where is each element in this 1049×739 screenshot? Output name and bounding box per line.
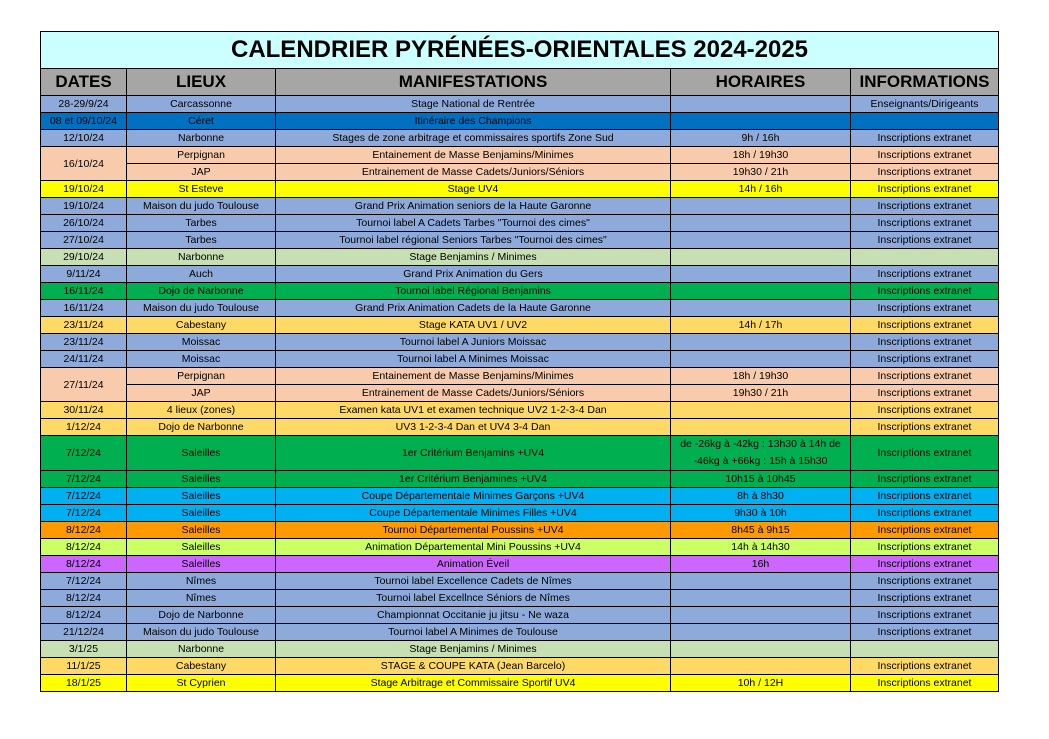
- manifestation-cell: Tournoi label A Minimes Moissac: [276, 351, 671, 368]
- table-row: [41, 505, 999, 522]
- info-cell: Inscriptions extranet: [851, 488, 999, 505]
- horaire-cell: [671, 334, 851, 351]
- info-cell: Inscriptions extranet: [851, 436, 999, 471]
- table-row: [41, 147, 999, 164]
- horaire-cell: [671, 658, 851, 675]
- date-cell: 30/11/24: [41, 402, 127, 419]
- horaire-cell: 16h: [671, 556, 851, 573]
- table-row: [41, 385, 999, 402]
- horaire-cell: [671, 351, 851, 368]
- table-row: [41, 624, 999, 641]
- horaire-cell: [671, 96, 851, 113]
- table-row: [41, 436, 999, 471]
- manifestation-cell: Tournoi label Excellence Cadets de Nîmes: [276, 573, 671, 590]
- date-cell: 19/10/24: [41, 198, 127, 215]
- lieu-cell: Tarbes: [127, 215, 276, 232]
- lieu-cell: Saleilles: [127, 436, 276, 471]
- info-cell: [851, 249, 999, 266]
- date-cell: 8/12/24: [41, 522, 127, 539]
- manifestation-cell: Stage KATA UV1 / UV2: [276, 317, 671, 334]
- table-row: [41, 658, 999, 675]
- table-row: [41, 556, 999, 573]
- date-cell: 9/11/24: [41, 266, 127, 283]
- date-cell: 21/12/24: [41, 624, 127, 641]
- horaire-cell: 10h / 12H: [671, 675, 851, 692]
- info-cell: Inscriptions extranet: [851, 675, 999, 692]
- date-cell: 28-29/9/24: [41, 96, 127, 113]
- info-cell: Inscriptions extranet: [851, 505, 999, 522]
- info-cell: Inscriptions extranet: [851, 232, 999, 249]
- info-cell: Inscriptions extranet: [851, 334, 999, 351]
- lieu-cell: Saleilles: [127, 522, 276, 539]
- info-cell: Inscriptions extranet: [851, 573, 999, 590]
- horaire-cell: [671, 300, 851, 317]
- manifestation-cell: Examen kata UV1 et examen technique UV2 1-2-3-4 Dan: [276, 402, 671, 419]
- manifestation-cell: Tournoi label Excellnce Séniors de Nîmes: [276, 590, 671, 607]
- date-cell: 12/10/24: [41, 130, 127, 147]
- table-row: [41, 317, 999, 334]
- lieu-cell: Perpignan: [127, 147, 276, 164]
- lieu-cell: JAP: [127, 385, 276, 402]
- horaire-cell: [671, 215, 851, 232]
- info-cell: Inscriptions extranet: [851, 590, 999, 607]
- horaire-cell: [671, 607, 851, 624]
- info-cell: Inscriptions extranet: [851, 130, 999, 147]
- info-cell: Inscriptions extranet: [851, 283, 999, 300]
- table-row: [41, 419, 999, 436]
- manifestation-cell: Stage Arbitrage et Commissaire Sportif UV4: [276, 675, 671, 692]
- date-cell: 27/10/24: [41, 232, 127, 249]
- manifestation-cell: Animation Départemental Mini Poussins +UV4: [276, 539, 671, 556]
- table-row: [41, 300, 999, 317]
- lieu-cell: Perpignan: [127, 368, 276, 385]
- horaire-cell: [671, 266, 851, 283]
- info-cell: Inscriptions extranet: [851, 351, 999, 368]
- horaire-cell: [671, 624, 851, 641]
- table-row: [41, 522, 999, 539]
- date-cell: 8/12/24: [41, 556, 127, 573]
- date-cell: 7/12/24: [41, 573, 127, 590]
- header-row: [41, 69, 999, 96]
- lieu-cell: Carcassonne: [127, 96, 276, 113]
- lieu-cell: Saleilles: [127, 539, 276, 556]
- lieu-cell: Céret: [127, 113, 276, 130]
- manifestation-cell: Tournoi Départemental Poussins +UV4: [276, 522, 671, 539]
- manifestation-cell: Entrainement de Masse Cadets/Juniors/Séniors: [276, 164, 671, 181]
- horaire-cell: [671, 402, 851, 419]
- date-cell: 8/12/24: [41, 590, 127, 607]
- table-row: [41, 283, 999, 300]
- info-cell: Inscriptions extranet: [851, 624, 999, 641]
- page-title: CALENDRIER PYRÉNÉES-ORIENTALES 2024-2025: [41, 32, 999, 69]
- info-cell: Inscriptions extranet: [851, 607, 999, 624]
- info-cell: [851, 113, 999, 130]
- horaire-cell: [671, 198, 851, 215]
- table-row: [41, 402, 999, 419]
- horaire-cell: 8h à 8h30: [671, 488, 851, 505]
- horaire-cell: [671, 641, 851, 658]
- lieu-cell: Saleilles: [127, 505, 276, 522]
- manifestation-cell: Tournoi label Régional Benjamins: [276, 283, 671, 300]
- manifestation-cell: Stages de zone arbitrage et commissaires sportifs Zone Sud: [276, 130, 671, 147]
- info-cell: Inscriptions extranet: [851, 317, 999, 334]
- manifestation-cell: Grand Prix Animation Cadets de la Haute Garonne: [276, 300, 671, 317]
- manifestation-cell: STAGE & COUPE KATA (Jean Barcelo): [276, 658, 671, 675]
- horaire-cell: 14h à 14h30: [671, 539, 851, 556]
- lieu-cell: Dojo de Narbonne: [127, 607, 276, 624]
- table-row: [41, 215, 999, 232]
- table-row: [41, 334, 999, 351]
- horaire-cell: 18h / 19h30: [671, 147, 851, 164]
- info-cell: Inscriptions extranet: [851, 164, 999, 181]
- horaire-cell: 19h30 / 21h: [671, 164, 851, 181]
- info-cell: Inscriptions extranet: [851, 266, 999, 283]
- manifestation-cell: Tournoi label régional Seniors Tarbes "Tournoi des cimes": [276, 232, 671, 249]
- lieu-cell: 4 lieux (zones): [127, 402, 276, 419]
- info-cell: Inscriptions extranet: [851, 402, 999, 419]
- table-row: [41, 641, 999, 658]
- horaire-cell: [671, 573, 851, 590]
- info-cell: Inscriptions extranet: [851, 556, 999, 573]
- table-row: [41, 164, 999, 181]
- date-cell: 18/1/25: [41, 675, 127, 692]
- lieu-cell: Dojo de Narbonne: [127, 283, 276, 300]
- date-cell: 23/11/24: [41, 334, 127, 351]
- manifestation-cell: UV3 1-2-3-4 Dan et UV4 3-4 Dan: [276, 419, 671, 436]
- date-cell: 16/10/24: [41, 147, 127, 181]
- manifestation-cell: Entrainement de Masse Cadets/Juniors/Séniors: [276, 385, 671, 402]
- lieu-cell: Nîmes: [127, 590, 276, 607]
- info-cell: Inscriptions extranet: [851, 300, 999, 317]
- lieu-cell: Narbonne: [127, 641, 276, 658]
- calendar-table: [40, 31, 999, 692]
- date-cell: 24/11/24: [41, 351, 127, 368]
- date-cell: 7/12/24: [41, 436, 127, 471]
- manifestation-cell: Coupe Départementale Minimes Filles +UV4: [276, 505, 671, 522]
- info-cell: Inscriptions extranet: [851, 215, 999, 232]
- table-row: [41, 675, 999, 692]
- info-cell: [851, 641, 999, 658]
- horaire-cell: [671, 232, 851, 249]
- lieu-cell: Moissac: [127, 351, 276, 368]
- calendar-body: [41, 32, 999, 692]
- horaire-cell: 19h30 / 21h: [671, 385, 851, 402]
- manifestation-cell: Coupe Départementale Minimes Garçons +UV4: [276, 488, 671, 505]
- info-cell: Inscriptions extranet: [851, 471, 999, 488]
- lieu-cell: Nîmes: [127, 573, 276, 590]
- manifestation-cell: Itinéraire des Champions: [276, 113, 671, 130]
- manifestation-cell: Championnat Occitanie ju jitsu - Ne waza: [276, 607, 671, 624]
- date-cell: 7/12/24: [41, 471, 127, 488]
- lieu-cell: Cabestany: [127, 658, 276, 675]
- info-cell: Inscriptions extranet: [851, 658, 999, 675]
- horaire-cell: [671, 419, 851, 436]
- manifestation-cell: Stage National de Rentrée: [276, 96, 671, 113]
- horaire-cell: [671, 590, 851, 607]
- lieu-cell: Maison du judo Toulouse: [127, 300, 276, 317]
- date-cell: 3/1/25: [41, 641, 127, 658]
- info-cell: Enseignants/Dirigeants: [851, 96, 999, 113]
- horaire-cell: 10h15 à 10h45: [671, 471, 851, 488]
- date-cell: 11/1/25: [41, 658, 127, 675]
- manifestation-cell: Tournoi label A Minimes de Toulouse: [276, 624, 671, 641]
- manifestation-cell: Stage UV4: [276, 181, 671, 198]
- manifestation-cell: 1er Critérium Benjamins +UV4: [276, 436, 671, 471]
- horaire-cell: 9h / 16h: [671, 130, 851, 147]
- table-row: [41, 113, 999, 130]
- lieu-cell: Narbonne: [127, 249, 276, 266]
- horaire-cell: [671, 283, 851, 300]
- table-row: [41, 181, 999, 198]
- info-cell: Inscriptions extranet: [851, 198, 999, 215]
- title-row: [41, 32, 999, 69]
- date-cell: 7/12/24: [41, 505, 127, 522]
- table-row: [41, 130, 999, 147]
- lieu-cell: Tarbes: [127, 232, 276, 249]
- table-row: [41, 96, 999, 113]
- manifestation-cell: 1er Critérium Benjamines +UV4: [276, 471, 671, 488]
- info-cell: Inscriptions extranet: [851, 181, 999, 198]
- table-row: [41, 368, 999, 385]
- header-dates: DATES: [41, 69, 127, 96]
- manifestation-cell: Stage Benjamins / Minimes: [276, 641, 671, 658]
- manifestation-cell: Tournoi label A Cadets Tarbes "Tournoi des cimes": [276, 215, 671, 232]
- manifestation-cell: Animation Éveil: [276, 556, 671, 573]
- lieu-cell: Saleilles: [127, 556, 276, 573]
- info-cell: Inscriptions extranet: [851, 522, 999, 539]
- horaire-cell: [671, 249, 851, 266]
- header-lieux: LIEUX: [127, 69, 276, 96]
- lieu-cell: Dojo de Narbonne: [127, 419, 276, 436]
- header-informations: INFORMATIONS: [851, 69, 999, 96]
- lieu-cell: Saleilles: [127, 488, 276, 505]
- table-row: [41, 607, 999, 624]
- info-cell: Inscriptions extranet: [851, 385, 999, 402]
- table-row: [41, 351, 999, 368]
- info-cell: Inscriptions extranet: [851, 419, 999, 436]
- lieu-cell: Cabestany: [127, 317, 276, 334]
- lieu-cell: Saleilles: [127, 471, 276, 488]
- manifestation-cell: Grand Prix Animation du Gers: [276, 266, 671, 283]
- date-cell: 29/10/24: [41, 249, 127, 266]
- table-row: [41, 539, 999, 556]
- header-horaires: HORAIRES: [671, 69, 851, 96]
- info-cell: Inscriptions extranet: [851, 368, 999, 385]
- date-cell: 27/11/24: [41, 368, 127, 402]
- date-cell: 8/12/24: [41, 539, 127, 556]
- lieu-cell: JAP: [127, 164, 276, 181]
- table-row: [41, 573, 999, 590]
- lieu-cell: Maison du judo Toulouse: [127, 624, 276, 641]
- date-cell: 08 et 09/10/24: [41, 113, 127, 130]
- lieu-cell: Auch: [127, 266, 276, 283]
- horaire-cell: 14h / 17h: [671, 317, 851, 334]
- date-cell: 16/11/24: [41, 283, 127, 300]
- horaire-cell: 9h30 à 10h: [671, 505, 851, 522]
- date-cell: 8/12/24: [41, 607, 127, 624]
- table-row: [41, 471, 999, 488]
- manifestation-cell: Grand Prix Animation seniors de la Haute Garonne: [276, 198, 671, 215]
- table-row: [41, 590, 999, 607]
- date-cell: 26/10/24: [41, 215, 127, 232]
- lieu-cell: St Cyprien: [127, 675, 276, 692]
- manifestation-cell: Tournoi label A Juniors Moissac: [276, 334, 671, 351]
- manifestation-cell: Entainement de Masse Benjamins/Minimes: [276, 368, 671, 385]
- horaire-cell: 8h45 à 9h15: [671, 522, 851, 539]
- info-cell: Inscriptions extranet: [851, 147, 999, 164]
- date-cell: 16/11/24: [41, 300, 127, 317]
- lieu-cell: Maison du judo Toulouse: [127, 198, 276, 215]
- table-row: [41, 488, 999, 505]
- date-cell: 19/10/24: [41, 181, 127, 198]
- date-cell: 7/12/24: [41, 488, 127, 505]
- table-row: [41, 232, 999, 249]
- date-cell: 23/11/24: [41, 317, 127, 334]
- date-cell: 1/12/24: [41, 419, 127, 436]
- header-manifestations: MANIFESTATIONS: [276, 69, 671, 96]
- info-cell: Inscriptions extranet: [851, 539, 999, 556]
- table-row: [41, 266, 999, 283]
- horaire-cell: 14h / 16h: [671, 181, 851, 198]
- lieu-cell: Moissac: [127, 334, 276, 351]
- table-row: [41, 249, 999, 266]
- lieu-cell: St Esteve: [127, 181, 276, 198]
- horaire-cell: [671, 113, 851, 130]
- horaire-cell: 18h / 19h30: [671, 368, 851, 385]
- table-row: [41, 198, 999, 215]
- horaire-cell: de -26kg à -42kg : 13h30 à 14h de -46kg à +66kg : 15h à 15h30: [671, 436, 851, 471]
- lieu-cell: Narbonne: [127, 130, 276, 147]
- manifestation-cell: Entainement de Masse Benjamins/Minimes: [276, 147, 671, 164]
- manifestation-cell: Stage Benjamins / Minimes: [276, 249, 671, 266]
